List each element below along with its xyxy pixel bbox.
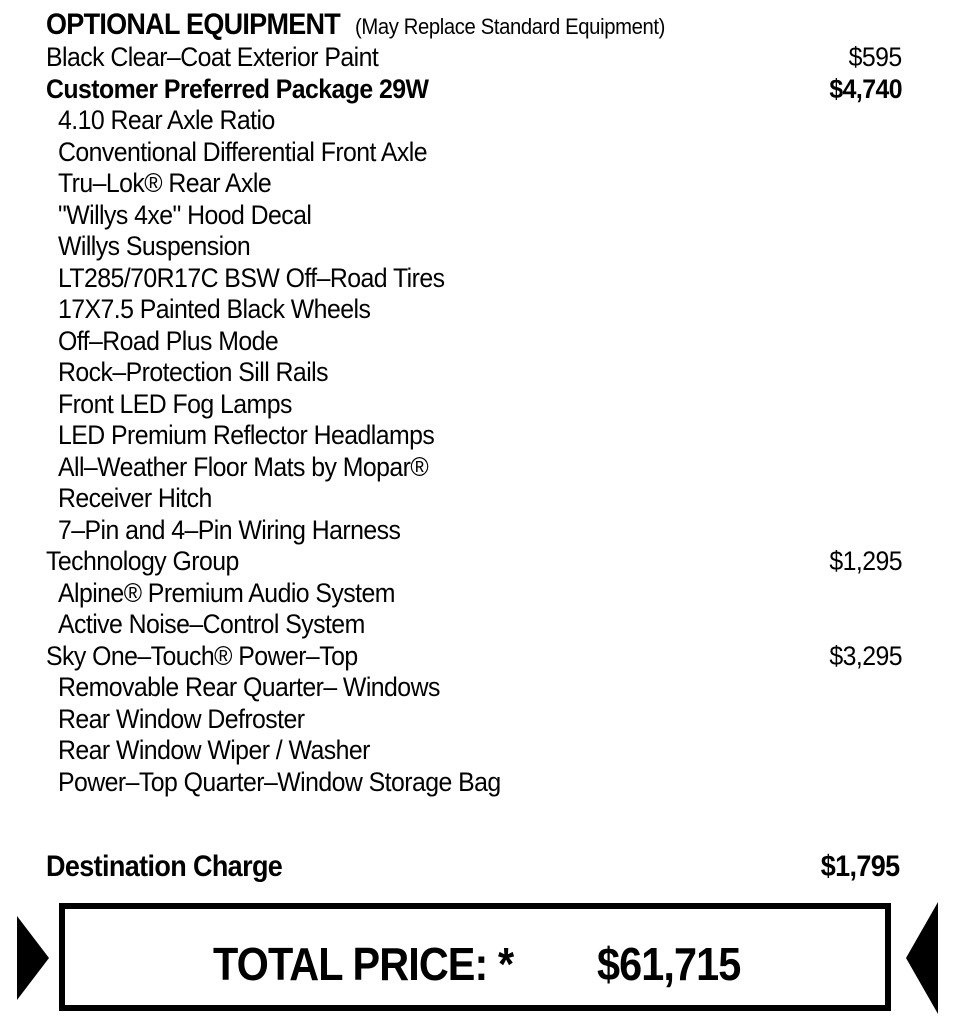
package-feature-label: LED Premium Reflector Headlamps xyxy=(57,420,435,451)
package-feature-row xyxy=(46,357,902,389)
package-feature-label: 17X7.5 Painted Black Wheels xyxy=(57,294,371,325)
left-arrow-icon xyxy=(17,916,49,1000)
equipment-list xyxy=(46,42,902,798)
package-feature-row xyxy=(46,767,902,799)
package-feature-label: 4.10 Rear Axle Ratio xyxy=(57,105,275,136)
option-price: $3,295 xyxy=(829,640,902,671)
package-feature-row xyxy=(46,704,902,736)
option-label: Black Clear–Coat Exterior Paint xyxy=(46,42,379,73)
package-feature-row xyxy=(46,200,902,232)
package-feature-row xyxy=(46,735,902,767)
section-heading xyxy=(46,8,902,42)
option-label: Customer Preferred Package 29W xyxy=(46,73,429,104)
destination-charge-row xyxy=(46,850,900,884)
package-feature-row xyxy=(46,515,902,547)
package-feature-label: Front LED Fog Lamps xyxy=(57,388,292,419)
package-feature-row xyxy=(46,168,902,200)
package-feature-row xyxy=(46,420,902,452)
total-price-value: $61,715 xyxy=(597,938,741,990)
option-row xyxy=(46,42,902,74)
package-feature-row xyxy=(46,483,902,515)
total-price-box xyxy=(59,903,891,1011)
option-label: Sky One–Touch® Power–Top xyxy=(46,640,358,671)
package-feature-row xyxy=(46,294,902,326)
package-feature-label: LT285/70R17C BSW Off–Road Tires xyxy=(57,262,445,293)
package-feature-row xyxy=(46,326,902,358)
package-feature-row xyxy=(46,105,902,137)
package-feature-label: "Willys 4xe" Hood Decal xyxy=(57,199,312,230)
package-feature-row xyxy=(46,231,902,263)
package-feature-row xyxy=(46,389,902,421)
package-feature-label: 7–Pin and 4–Pin Wiring Harness xyxy=(57,514,401,545)
package-feature-row xyxy=(46,263,902,295)
total-price-label: TOTAL PRICE: * xyxy=(213,938,514,990)
package-feature-row xyxy=(46,609,902,641)
optional-equipment-section xyxy=(46,8,902,798)
package-feature-label: Removable Rear Quarter– Windows xyxy=(57,672,440,703)
package-feature-label: Receiver Hitch xyxy=(57,483,212,514)
section-subtitle: (May Replace Standard Equipment) xyxy=(354,14,665,39)
destination-charge-price: $1,795 xyxy=(821,850,900,883)
option-row xyxy=(46,74,902,106)
package-feature-label: Willys Suspension xyxy=(57,231,251,262)
option-price: $4,740 xyxy=(829,73,902,104)
package-feature-label: Rear Window Wiper / Washer xyxy=(57,735,370,766)
section-title: OPTIONAL EQUIPMENT xyxy=(46,8,341,41)
option-row xyxy=(46,641,902,673)
option-label: Technology Group xyxy=(46,546,239,577)
package-feature-label: All–Weather Floor Mats by Mopar® xyxy=(57,451,429,482)
package-feature-label: Conventional Differential Front Axle xyxy=(57,136,428,167)
package-feature-row xyxy=(46,452,902,484)
package-feature-row xyxy=(46,137,902,169)
right-arrow-icon xyxy=(906,902,938,1014)
option-price: $595 xyxy=(848,42,902,73)
destination-charge-label: Destination Charge xyxy=(46,850,283,883)
package-feature-label: Tru–Lok® Rear Axle xyxy=(57,168,272,199)
package-feature-row xyxy=(46,672,902,704)
option-price: $1,295 xyxy=(829,546,902,577)
option-row xyxy=(46,546,902,578)
package-feature-label: Rear Window Defroster xyxy=(57,703,305,734)
package-feature-label: Power–Top Quarter–Window Storage Bag xyxy=(57,766,501,797)
package-feature-label: Active Noise–Control System xyxy=(57,609,365,640)
package-feature-label: Off–Road Plus Mode xyxy=(57,325,279,356)
package-feature-label: Rock–Protection Sill Rails xyxy=(57,357,329,388)
package-feature-row xyxy=(46,578,902,610)
package-feature-label: Alpine® Premium Audio System xyxy=(57,577,395,608)
